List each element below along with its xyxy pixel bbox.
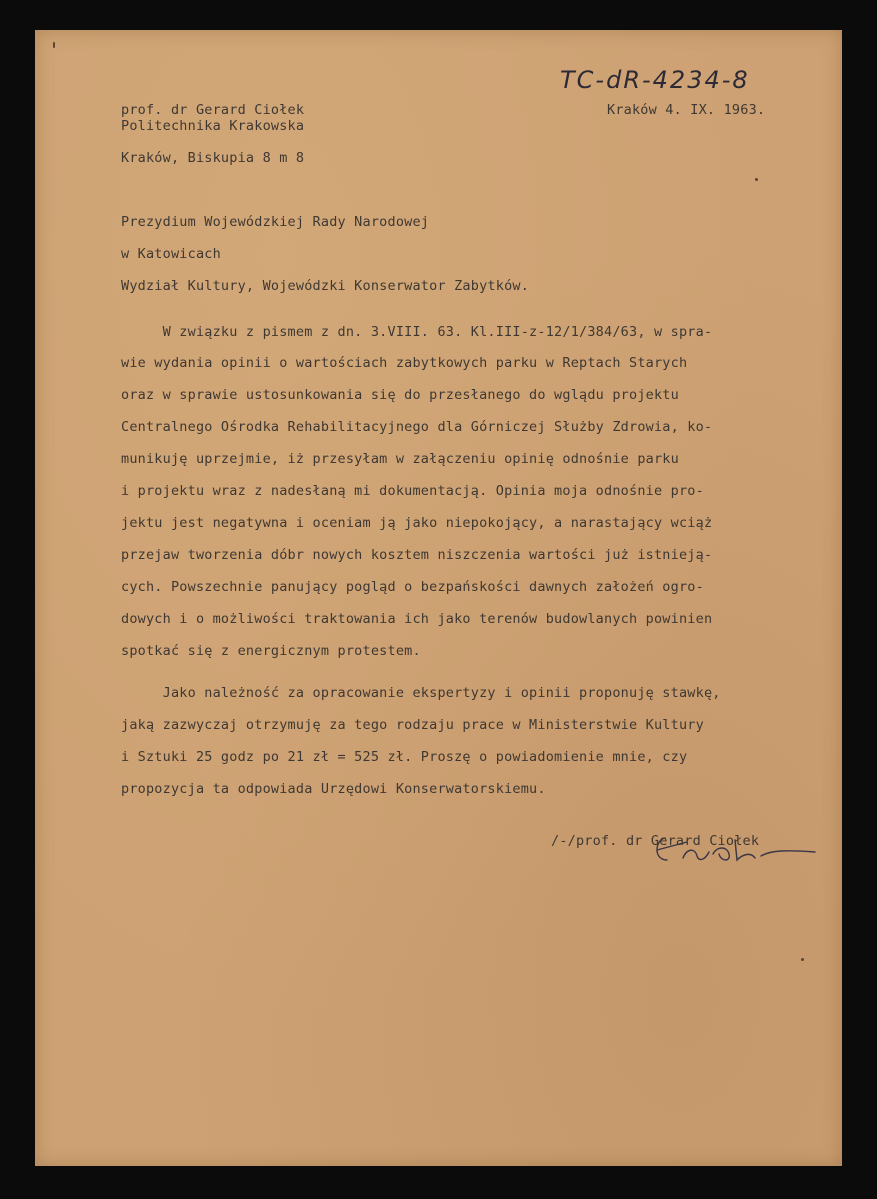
sender-institution: Politechnika Krakowska <box>121 118 305 134</box>
body-line: i projektu wraz z nadesłaną mi dokumentacją. Opinia moja odnośnie pro- <box>121 483 704 499</box>
body-line: dowych i o możliwości traktowania ich jako terenów budowlanych powinien <box>121 611 713 627</box>
paper-sheet <box>35 30 842 1166</box>
body-line: cych. Powszechnie panujący pogląd o bezpańskości dawnych założeń ogro- <box>121 579 704 595</box>
paper-speck <box>53 42 55 48</box>
paper-speck <box>801 958 804 961</box>
closing-signature: /-/prof. dr Gerard Ciołek <box>551 833 760 849</box>
recipient-line-2: w Katowicach <box>121 246 221 262</box>
sender-address: Kraków, Biskupia 8 m 8 <box>121 150 305 166</box>
body-line: W związku z pismem z dn. 3.VIII. 63. Kl.III-z-12/1/384/63, w spra- <box>121 324 713 340</box>
body-line: Centralnego Ośrodka Rehabilitacyjnego dla Górniczej Służby Zdrowia, ko- <box>121 419 713 435</box>
body-line: przejaw tworzenia dóbr nowych kosztem niszczenia wartości już istnieją- <box>121 547 713 563</box>
letter-date: Kraków 4. IX. 1963. <box>607 102 766 118</box>
body-line: i Sztuki 25 godz po 21 zł = 525 zł. Proszę o powiadomienie mnie, czy <box>121 749 688 765</box>
body-line: propozycja ta odpowiada Urzędowi Konserwatorskiemu. <box>121 781 546 797</box>
body-line: spotkać się z energicznym protestem. <box>121 643 421 659</box>
sender-name: prof. dr Gerard Ciołek <box>121 102 305 118</box>
body-line: munikuję uprzejmie, iż przesyłam w załączeniu opinię odnośnie parku <box>121 451 679 467</box>
body-line: Jako należność za opracowanie ekspertyzy i opinii proponuję stawkę, <box>121 685 721 701</box>
archive-number: TC-dR-4234-8 <box>560 66 750 94</box>
recipient-line-3: Wydział Kultury, Wojewódzki Konserwator Zabytków. <box>121 278 530 294</box>
body-line: wie wydania opinii o wartościach zabytkowych parku w Reptach Starych <box>121 355 688 371</box>
paper-speck <box>755 178 758 181</box>
recipient-line-1: Prezydium Wojewódzkiej Rady Narodowej <box>121 214 430 230</box>
body-line: jektu jest negatywna i oceniam ją jako niepokojący, a narastający wciąż <box>121 515 713 531</box>
body-line: oraz w sprawie ustosunkowania się do przesłanego do wglądu projektu <box>121 387 679 403</box>
body-line: jaką zazwyczaj otrzymuję za tego rodzaju prace w Ministerstwie Kultury <box>121 717 704 733</box>
